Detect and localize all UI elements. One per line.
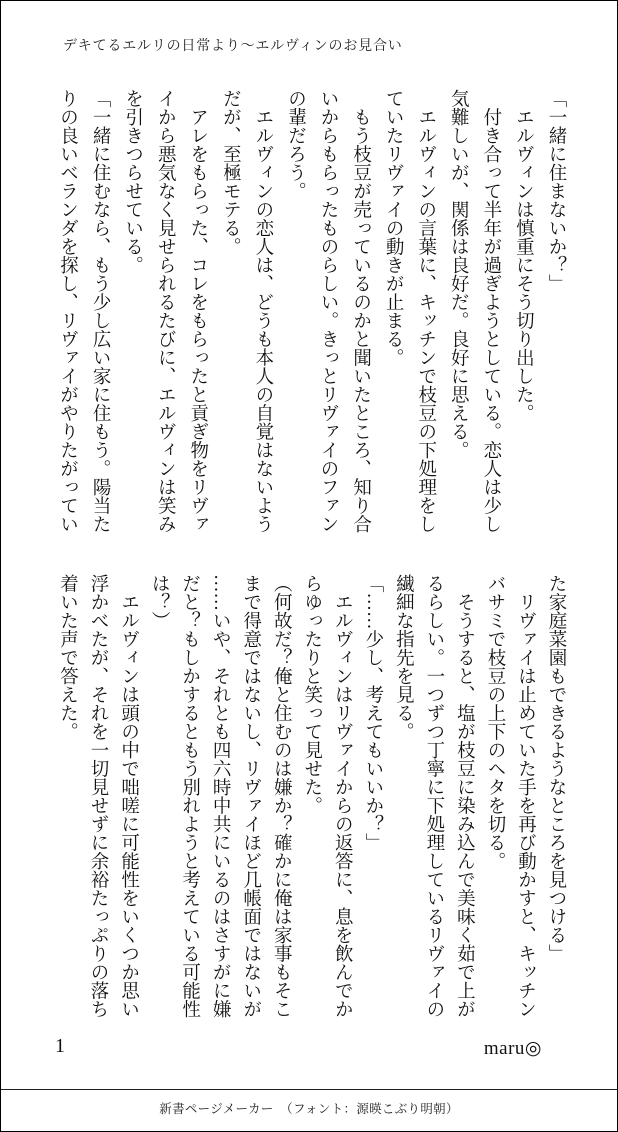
text-block-bottom <box>58 574 565 1020</box>
text-line: 気難しいが、関係は良好だ。良好に思える。 <box>448 89 469 459</box>
footer-note: 新書ページメーカー （フォント：源暎こぶり明朝） <box>159 1102 459 1116</box>
text-line: だが、至極モテる。 <box>220 89 241 256</box>
text-line: エルヴィンは頭の中で咄嗟に可能性をいくつか思い <box>118 574 139 1018</box>
text-line: エルヴィンの恋人は、どうも本人の自覚はないよう <box>252 89 273 533</box>
text-line: 付き合って半年が過ぎようとしている。恋人は少し <box>480 89 501 533</box>
text-line: エルヴィンはリヴァイからの返答に、息を飲んでか <box>332 574 353 1018</box>
text-line: を引きつらせている。 <box>122 89 143 274</box>
text-line: の輩だろう。 <box>285 89 306 200</box>
text-line: 着いた声で答えた。 <box>57 574 78 741</box>
text-line: 繊細な指先を見る。 <box>393 574 414 741</box>
text-line: は？） <box>149 574 170 630</box>
text-line: イから悪気なく見せられるたびに、エルヴィンは笑み <box>155 89 176 533</box>
text-line: エルヴィンの言葉に、キッチンで枝豆の下処理をし <box>415 89 436 533</box>
text-line: バサミで枝豆の上下のヘタを切る。 <box>484 574 505 870</box>
author-credit: maru◎ <box>483 1038 542 1059</box>
text-line: 「……少し、考えてもいいか？」 <box>362 574 383 852</box>
text-block-top <box>58 89 565 535</box>
page-title: デキてるエルリの日常より〜エルヴィンのお見合い <box>63 39 403 54</box>
text-line: （何故だ？俺と住むのは嫌か？確かに俺は家事もそこ <box>271 574 292 1018</box>
text-line: ……いや、それとも四六時中共にいるのはさすがに嫌 <box>210 574 231 1018</box>
text-line: アレをもらった、コレをもらったと貢ぎ物をリヴァ <box>187 89 208 533</box>
text-line: た家庭菜園もできるようなところを見つける」 <box>546 574 566 963</box>
text-line: いからもらったものらしい。きっとリヴァイのファン <box>318 89 338 533</box>
text-line: そうすると、塩が枝豆に染み込んで美味く茹で上が <box>454 574 475 1018</box>
text-line: まで得意ではないし、リヴァイほど几帳面ではないが <box>240 574 261 1018</box>
text-line: らゆったりと笑って見せた。 <box>301 574 322 815</box>
text-line: リヴァイは止めていた手を再び動かすと、キッチン <box>515 574 536 1018</box>
text-line: りの良いベランダを探し、リヴァイがやりたがってい <box>57 89 78 533</box>
text-line: だと？もしかするともう別れようと考えている可能性 <box>179 574 200 1018</box>
text-line: 浮かべたが、それを一切見せずに余裕たっぷりの落ち <box>88 574 109 1018</box>
text-line: エルヴィンは慎重にそう切り出した。 <box>513 89 534 422</box>
text-line: ていたリヴァイの動きが止まる。 <box>383 89 404 367</box>
text-line: 「一緒に住まないか？」 <box>545 89 566 293</box>
page-number: 1 <box>55 1035 65 1057</box>
footer-divider <box>1 1089 617 1090</box>
text-line: 「一緒に住むなら、もう少し広い家に住もう。陽当た <box>90 89 111 533</box>
text-line: るらしい。一つずつ丁寧に下処理しているリヴァイの <box>423 574 444 1018</box>
text-line: もう枝豆が売っているのかと聞いたところ、知り合 <box>350 89 371 533</box>
